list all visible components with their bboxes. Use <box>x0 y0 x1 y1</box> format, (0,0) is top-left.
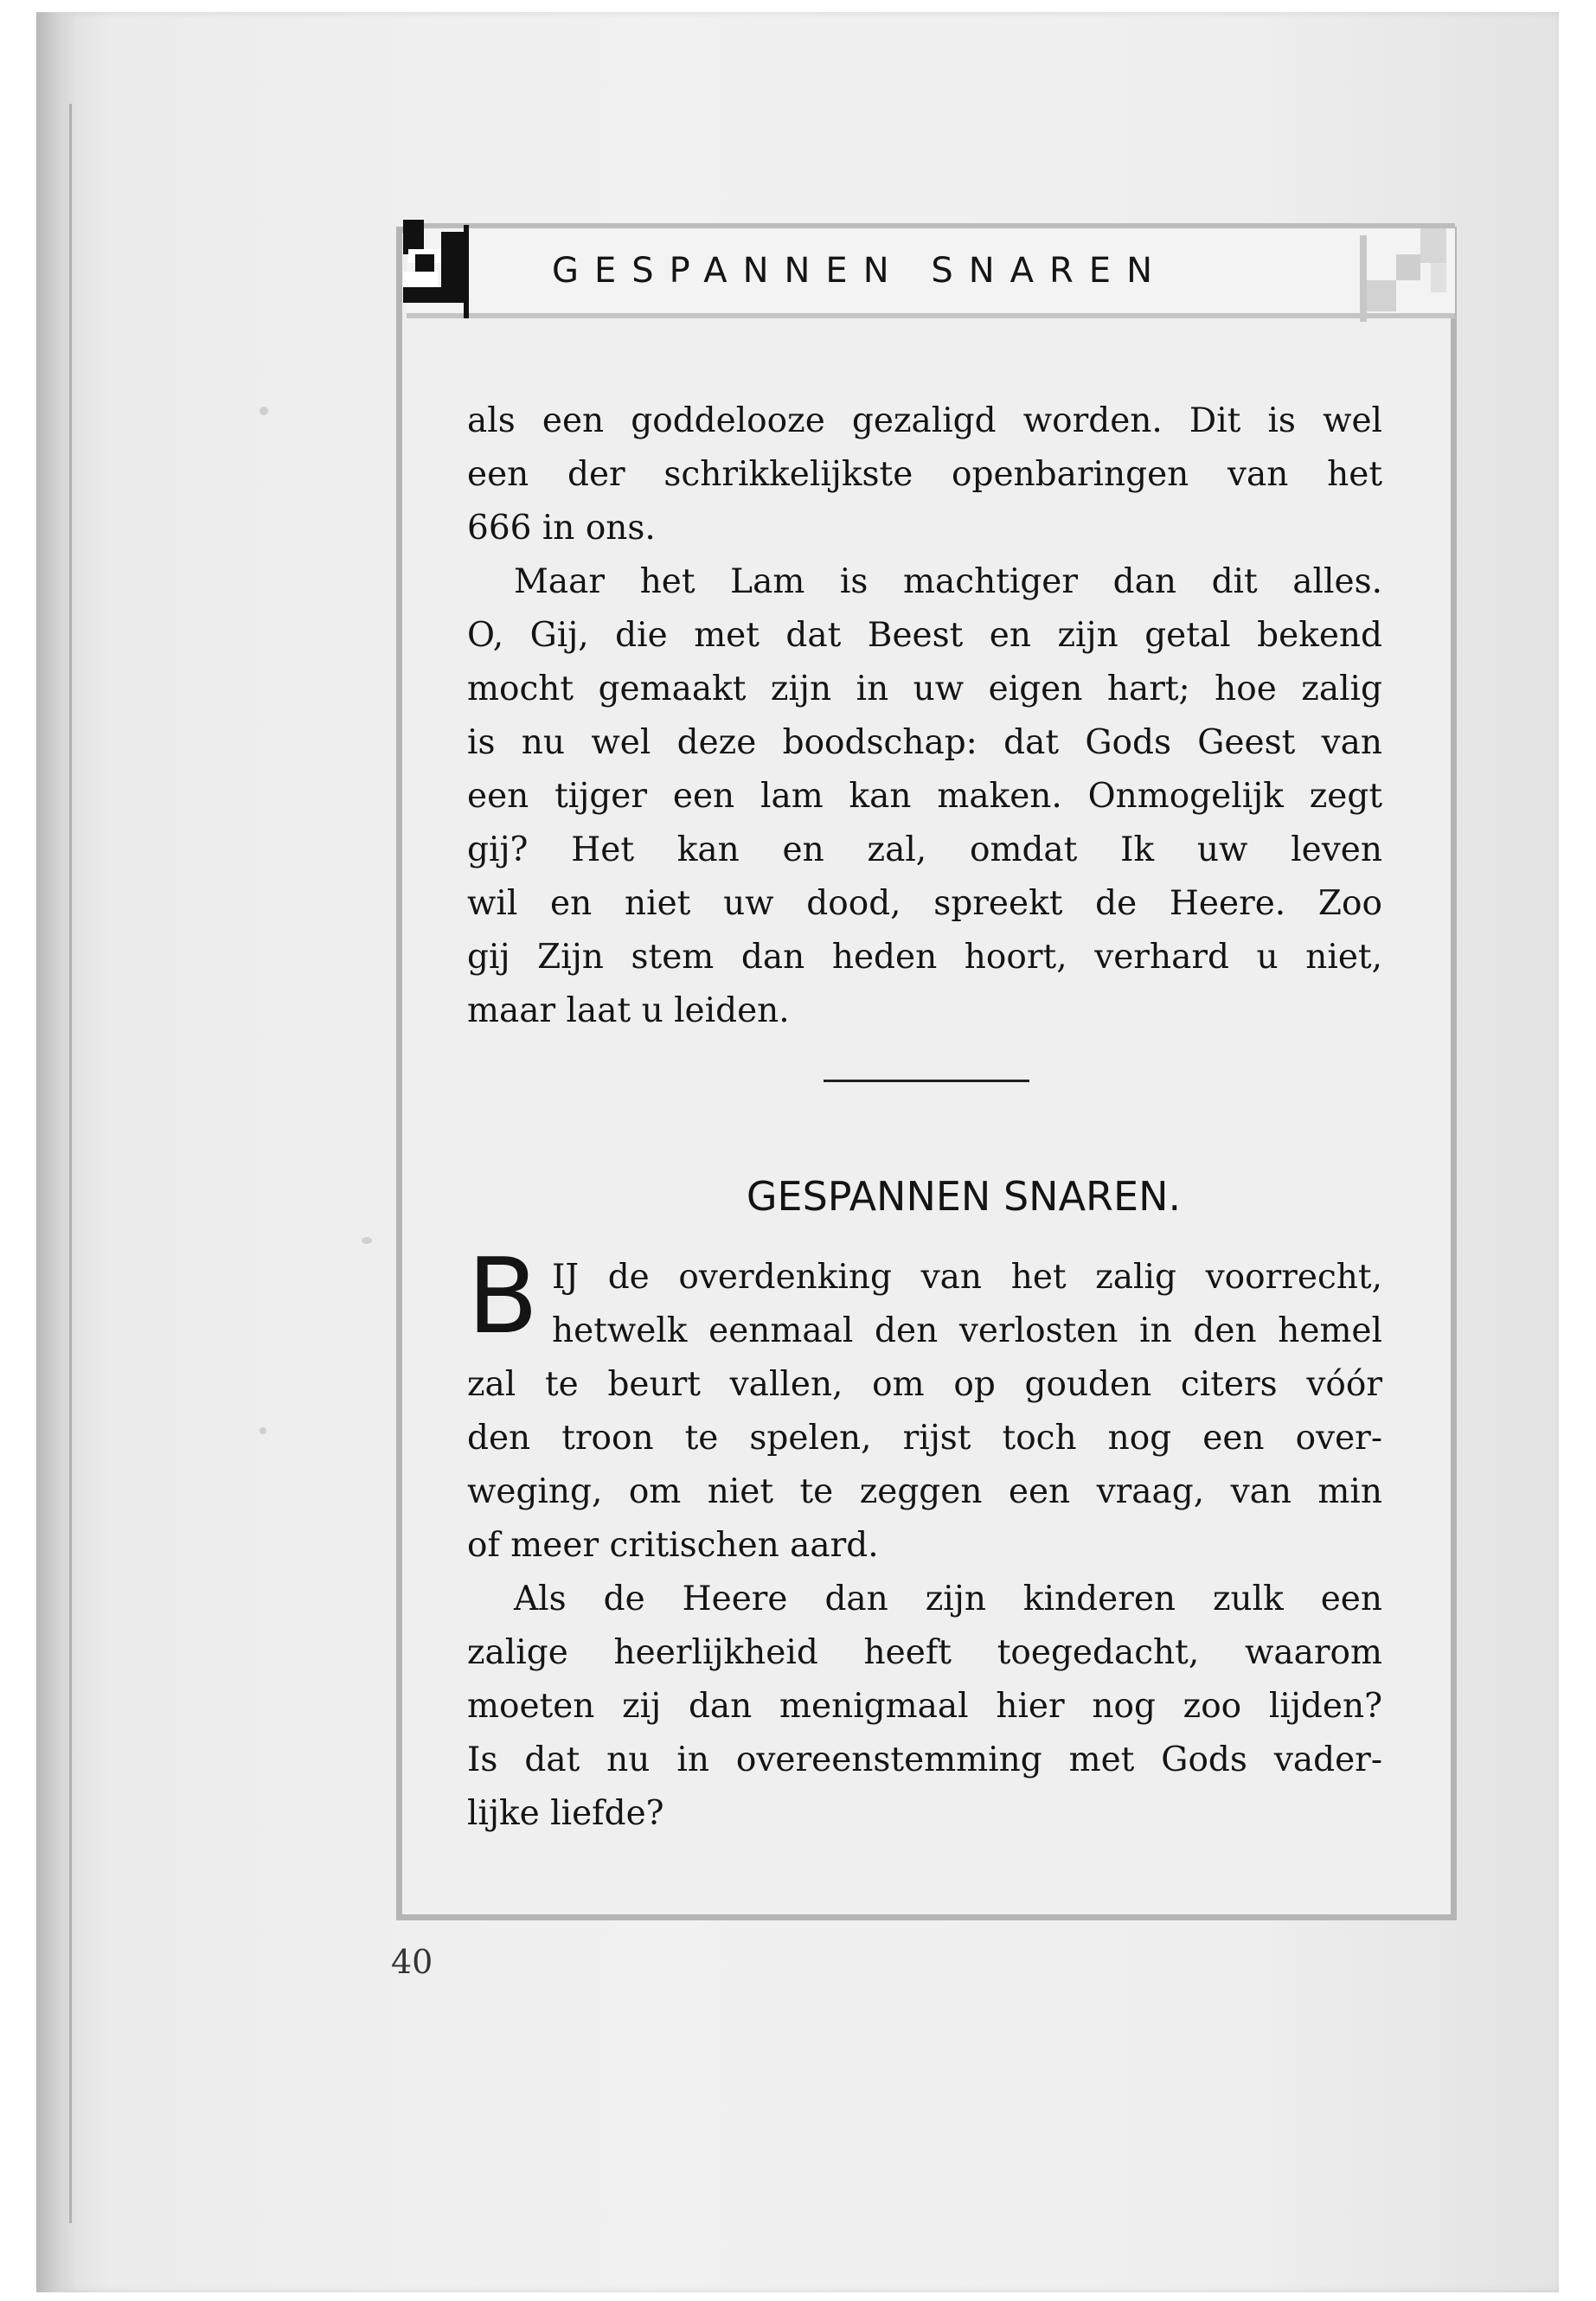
text-line: zal te beurt vallen, om op gouden citers vóór <box>467 1365 1382 1404</box>
text-line: hetwelk eenmaal den verlosten in den hemel <box>552 1311 1382 1350</box>
paper-speck <box>260 1427 266 1434</box>
text-line: wil en niet uw dood, spreekt de Heere. Zoo <box>467 884 1382 923</box>
paragraph-2 <box>467 555 1382 1038</box>
text-line: moeten zij dan menigmaal hier nog zoo lijden? <box>467 1687 1382 1726</box>
paper-speck <box>362 1237 372 1244</box>
text-line: weging, om niet te zeggen een vraag, van min <box>467 1472 1382 1511</box>
text-line: Is dat nu in overeenstemming met Gods vader- <box>467 1740 1382 1779</box>
text-line: een tijger een lam kan maken. Onmogelijk zegt <box>467 777 1382 816</box>
text-line: gij? Het kan en zal, omdat Ik uw leven <box>467 830 1382 869</box>
binding-edge <box>69 104 72 2223</box>
text-line: als een goddelooze gezaligd worden. Dit is wel <box>467 401 1382 440</box>
paragraph-3 <box>467 1251 1382 1573</box>
text-line: 666 in ons. <box>467 509 656 548</box>
paragraph-4 <box>467 1573 1382 1841</box>
text-line: IJ de overdenking van het zalig voorrecht, <box>552 1258 1382 1297</box>
text-line: Als de Heere dan zijn kinderen zulk een <box>514 1580 1382 1618</box>
text-line: lijke liefde? <box>467 1794 664 1833</box>
section-divider <box>824 1080 1029 1082</box>
text-line: zalige heerlijkheid heeft toegedacht, waarom <box>467 1633 1382 1672</box>
text-line: of meer critischen aard. <box>467 1526 879 1565</box>
drop-cap: B <box>467 1237 539 1357</box>
paragraph-1 <box>467 394 1382 555</box>
ornament-left-icon <box>403 220 500 324</box>
text-line: een der schrikkelijkste openbaringen van het <box>467 455 1382 494</box>
text-line: den troon te spelen, rijst toch nog een over- <box>467 1419 1382 1458</box>
text-line: mocht gemaakt zijn in uw eigen hart; hoe zalig <box>467 670 1382 708</box>
text-line: gij Zijn stem dan heden hoort, verhard u niet, <box>467 938 1382 977</box>
text-line: maar laat u leiden. <box>467 991 790 1030</box>
ornament-right-icon <box>1360 228 1457 325</box>
section-heading: GESPANNEN SNAREN. <box>746 1173 1182 1220</box>
page-number: 40 <box>391 1943 433 1981</box>
text-line: O, Gij, die met dat Beest en zijn getal bekend <box>467 616 1382 655</box>
text-line: is nu wel deze boodschap: dat Gods Geest van <box>467 723 1382 762</box>
text-line: Maar het Lam is machtiger dan dit alles. <box>514 562 1382 601</box>
running-header-title: GESPANNEN SNAREN <box>552 251 1169 291</box>
paper-speck <box>260 407 268 415</box>
